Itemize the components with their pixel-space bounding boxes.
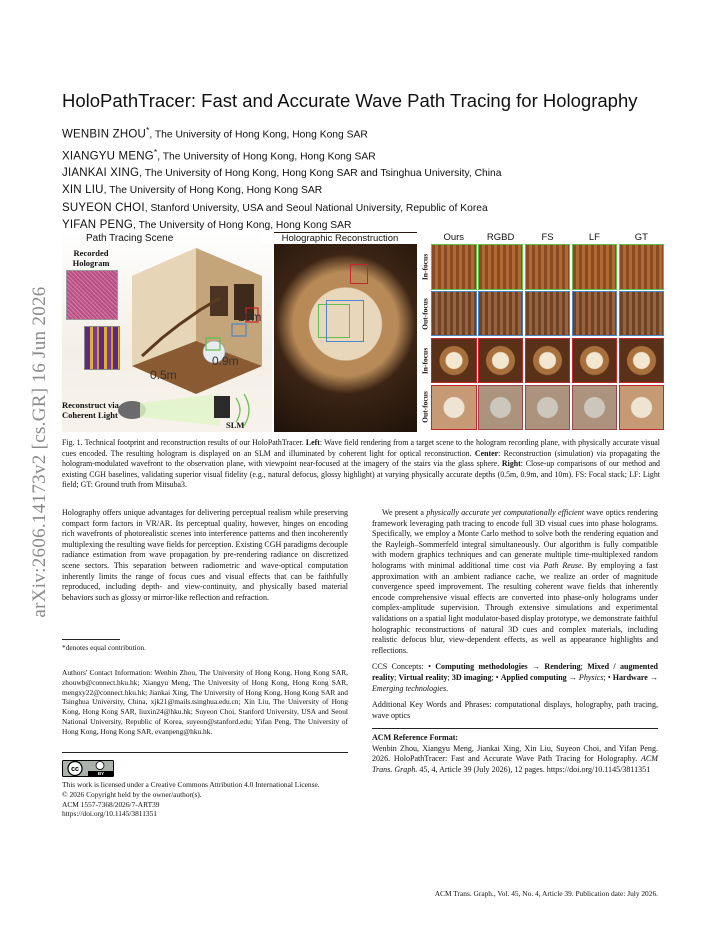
journal-name: ACM Trans. Graph. — [372, 754, 658, 775]
hologram-thumbnail — [66, 270, 118, 320]
cc-badge-text: BY — [97, 771, 105, 776]
abstract-paragraph: Holography offers unique advantages for delivering perceptual realism while preserving compact form factors in VR/AR. Its perceptual quality, however, hinges on encoding rich wavefronts of photorealistic scenes into interference patterns and then incoherently multiplexing the resulting wave fields for perception. Existing CGH paradigms decouple radiance estimation from wave propagation by pre-rendering radiance on discretized scene sectors. This separation between radiometric and wave-optical computation inherently limits the range of focus cues and visual effects that can be faithfully reproduced, including depth- and view-continuity, and physically based material behaviors such as glossy or mirror-like reflection and refraction. — [62, 508, 348, 602]
abstract-left-column — [62, 508, 348, 603]
author-affiliation: , The University of Hong Kong, Hong Kong SAR — [103, 185, 323, 197]
comparison-grid — [419, 232, 660, 432]
caption-center-label: Center — [474, 448, 499, 458]
comparison-tile — [478, 244, 524, 290]
author-line — [62, 144, 682, 166]
author-affiliation: , The University of Hong Kong, Hong Kong SAR — [157, 151, 376, 163]
comparison-tile — [525, 244, 571, 290]
panel-left-title: Path Tracing Scene — [86, 233, 174, 244]
acm-issn-line: ACM 1557-7368/2026/7-ART39 — [62, 799, 160, 809]
text-run: . By employing a fast approximation with an ambient radiance cache, we realize an order of magnitude convergence speed improvement. The resulting coherent wave fields that inherently encode comprehensive visual effects are converted into phase-only holograms under complex-amplitude supervision. Through extensive simulations and experimental validations on a spatial light modulator-based display prototype, we demonstrate faithful holographic reconstructions of natural 3D cues and complex materials, including realistic defocus blur, view-dependent effects, as well as appearance highlights and reflections. — [372, 560, 658, 655]
license-block — [62, 780, 348, 819]
comparison-row-label — [419, 338, 431, 384]
path-tracing-scene-panel — [62, 232, 272, 432]
author-name: YIFAN PENG — [62, 218, 134, 231]
text-run: → — [647, 672, 659, 682]
depth-label-10m: 10m — [238, 310, 262, 324]
author-affiliation: , The University of Hong Kong, Hong Kong SAR and Tsinghua University, China — [139, 168, 502, 180]
author-line — [62, 200, 682, 217]
author-list — [62, 122, 682, 234]
author-name: XIANGYU MENG — [62, 150, 154, 163]
comparison-tile — [478, 385, 524, 431]
comparison-column-header: FS — [541, 232, 554, 243]
panel-mid-title: Holographic Reconstruction — [260, 233, 420, 244]
comparison-tile — [619, 385, 665, 431]
acm-reference-text — [372, 744, 658, 776]
keywords: Additional Key Words and Phrases: computational displays, holography, path tracing, wave optics — [372, 700, 658, 720]
comparison-row-label — [419, 291, 431, 337]
doi-line: https://doi.org/10.1145/3811351 — [62, 809, 157, 819]
text-run: 45, 4, Article 39 (July 2026), 12 pages. https://doi.org/10.1145/3811351 — [417, 765, 651, 775]
caption-right-label: Right — [501, 459, 521, 469]
ccs-term: 3D imaging — [451, 672, 492, 682]
text-run: → — [527, 662, 545, 672]
comparison-column-header: LF — [588, 232, 600, 243]
ccs-term: Computing methodologies — [435, 662, 528, 672]
ccs-term: Mixed / augmented reality — [372, 662, 658, 682]
caption-text: : Wave field rendering from a target scene to the hologram recording plane, with physically accurate visual cues encoded. The resulting hologram is displayed on an SLM and illuminated by coherent light for optical reconstruction. — [62, 438, 661, 458]
author-line — [62, 122, 682, 144]
caption-left-label: Left — [305, 438, 320, 447]
ccs-term: Emerging technologies — [372, 683, 447, 693]
ccs-term: Virtual reality — [398, 672, 448, 682]
caption-text: Technical footprint and reconstruction results of our HoloPathTracer. — [82, 438, 306, 447]
comparison-row-label-text: In-focus — [420, 347, 430, 374]
ccs-term: Hardware — [612, 672, 648, 682]
ccs-concepts: CCS Concepts: • Computing methodologies → Rendering; Mixed / augmented reality; Virtual reality; 3D imaging; • Applied computing → Physics; • Hardware → Emerging technologies. — [372, 662, 659, 693]
license-rule — [62, 752, 348, 753]
arxiv-stamp-text: arXiv:2606.14173v2 [cs.GR] 16 Jun 2026 — [29, 286, 50, 618]
author-name: WENBIN ZHOU — [62, 128, 146, 141]
comparison-tile — [478, 291, 524, 337]
author-line — [62, 182, 682, 199]
text-run: wave optics rendering framework leveraging path tracing to encode full 3D visual cues into phase holograms. Specifically, we employ a Monte Carlo method to solve both the rendering equation and the Rayleigh–Sommerfeld integral simultaneously. Our algorithm is fully compatible with modern graphics techniques and can generate multiple time-multiplexed random holograms with minimal additional time cost via — [372, 508, 658, 570]
comparison-row-label — [419, 385, 431, 431]
copyright-line: © 2026 Copyright held by the owner/author(s). — [62, 789, 202, 799]
comparison-tile — [431, 385, 477, 431]
ccs-term: Physics — [578, 672, 604, 682]
author-affiliation: , The University of Hong Kong, Hong Kong SAR — [149, 129, 368, 141]
comparison-tile — [619, 291, 665, 337]
depth-label-0-5m: 0.5m — [150, 368, 177, 382]
abstract-right-column — [372, 508, 658, 776]
slm-label: SLM — [226, 420, 245, 430]
svg-text:cc: cc — [71, 766, 79, 774]
running-footer: ACM Trans. Graph., Vol. 45, No. 4, Article 39. Publication date: July 2026. — [434, 889, 658, 898]
reconstruct-label: Reconstruct via Coherent Light — [62, 400, 119, 420]
roi-blue — [326, 300, 364, 342]
ccs-term: Rendering — [544, 662, 581, 672]
author-name: JIANKAI XING — [62, 167, 140, 180]
comparison-tile — [431, 291, 477, 337]
text-run: Wenbin Zhou, Xiangyu Meng, Jiankai Xing, Xin Liu, Suyeon Choi, and Yifan Peng. 2026. HoloPathTracer: Fast and Accurate Wave Path Tracing for Holography. — [372, 743, 658, 764]
arxiv-stamp — [22, 262, 58, 642]
acm-reference — [372, 728, 658, 775]
phase-pattern-thumbnail — [84, 326, 120, 370]
text-run: We present a — [382, 508, 427, 517]
teaser-figure — [62, 232, 660, 432]
comparison-tile — [525, 338, 571, 384]
comparison-row-label-text: Out-focus — [420, 297, 430, 330]
comparison-tile — [478, 338, 524, 384]
caption-text: : Close-up comparisons of our method and existing CGH baselines, validating superior visual fidelity (e.g., natural defocus, glossy highlight) at varying physically accurate depths (0.5m, 0.9m, and 10m). FS: Focal stack; LF: Light field; GT: Ground truth from Mitsuba3. — [62, 459, 660, 490]
license-line: This work is licensed under a Creative Commons Attribution 4.0 International License. — [62, 780, 320, 789]
comparison-column-header: Ours — [443, 232, 465, 243]
comparison-tile — [572, 338, 618, 384]
author-name: SUYEON CHOI — [62, 201, 145, 214]
holographic-reconstruction-panel — [274, 232, 417, 432]
author-affiliation: , The University of Hong Kong, Hong Kong SAR — [133, 219, 352, 231]
comparison-tile — [572, 244, 618, 290]
caption-text: : Reconstruction (simulation) via propagating the hologram-modulated wavefront to the observation plane, with viewpoint near-focused at the imagery of the stairs via the glass sphere. — [62, 448, 660, 469]
comparison-tile — [619, 244, 665, 290]
comparison-row-label — [419, 244, 431, 290]
abstract-paragraph — [372, 508, 658, 656]
comparison-tile — [431, 244, 477, 290]
author-name: XIN LIU — [62, 184, 104, 197]
comparison-tile — [619, 338, 665, 384]
paper-title: HoloPathTracer: Fast and Accurate Wave Path Tracing for Holography — [62, 90, 638, 111]
equal-contribution-note: *denotes equal contribution. — [62, 643, 146, 652]
recorded-hologram-label: Recorded Hologram — [72, 248, 110, 268]
roi-red — [350, 264, 368, 284]
author-mark: * — [153, 146, 158, 157]
text-run: CCS Concepts: • — [372, 662, 436, 672]
acm-reference-heading: ACM Reference Format: — [372, 733, 459, 743]
caption-label: Fig. 1. — [62, 438, 83, 447]
author-affiliation: , Stanford University, USA and Seoul National University, Republic of Korea — [144, 202, 488, 214]
contact-information: Authors' Contact Information: Wenbin Zhou, The University of Hong Kong, Hong Kong SAR, zhouwb@connect.hku.hk; Xiangyu Meng, The University of Hong Kong, Hong Kong SAR, mengxy22@connect.hku.hk; Jiankai Xing, The University of Hong Kong, Hong Kong SAR and Tsinghua University, China, xjk21@mails.tsinghua.edu.cn; Xin Liu, The University of Hong Kong, Hong Kong SAR, liuxin24@hku.hk; Suyeon Choi, Stanford University, USA and Seoul National University, Republic of Korea, suyeon@stanford.edu; Yifan Peng, The University of Hong Kong, Hong Kong SAR, evanpeng@hku.hk. — [62, 668, 348, 736]
figure-caption — [62, 438, 660, 491]
emphasis: Path Reuse — [543, 560, 582, 570]
comparison-tile — [572, 385, 618, 431]
depth-label-0-9m: 0.9m — [212, 354, 239, 368]
emphasis: physically accurate yet computationally efficient — [426, 508, 584, 517]
comparison-tile — [572, 291, 618, 337]
comparison-tile — [431, 338, 477, 384]
text-run: → — [566, 672, 579, 682]
author-mark: * — [145, 125, 150, 135]
comparison-tile — [525, 385, 571, 431]
comparison-row-label-text: Out-focus — [420, 391, 430, 424]
comparison-row-label-text: In-focus — [420, 253, 430, 280]
comparison-column-header: GT — [634, 232, 648, 243]
footnote-rule — [62, 639, 120, 640]
author-line — [62, 165, 682, 182]
ccs-term: Applied computing — [500, 672, 567, 682]
comparison-tile — [525, 291, 571, 337]
comparison-column-header: RGBD — [486, 232, 515, 243]
